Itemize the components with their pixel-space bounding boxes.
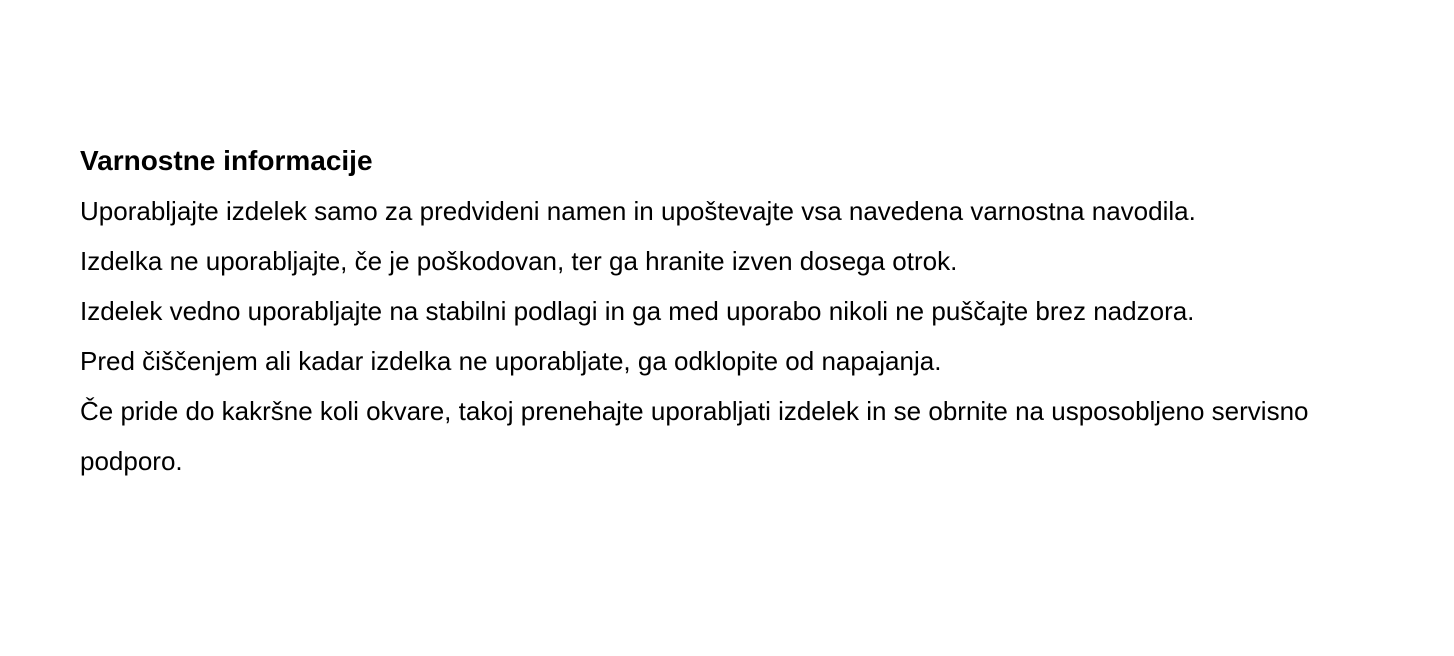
safety-paragraph-stable-surface: Izdelek vedno uporabljajte na stabilni podlagi in ga med uporabo nikoli ne puščajte brez nadzora. xyxy=(80,296,1195,326)
safety-paragraph-malfunction-support: Če pride do kakršne koli okvare, takoj prenehajte uporabljati izdelek in se obrnite na usposobljeno servisno podporo. xyxy=(80,396,1309,476)
safety-paragraph-intended-use: Uporabljajte izdelek samo za predvideni namen in upoštevajte vsa navedena varnostna navodila. xyxy=(80,196,1196,226)
safety-paragraph-unplug: Pred čiščenjem ali kadar izdelka ne uporabljate, ga odklopite od napajanja. xyxy=(80,346,942,376)
safety-information-section xyxy=(80,136,1380,486)
safety-section-title: Varnostne informacije xyxy=(80,145,373,176)
safety-paragraph-damage-children: Izdelka ne uporabljajte, če je poškodovan, ter ga hranite izven dosega otrok. xyxy=(80,246,958,276)
